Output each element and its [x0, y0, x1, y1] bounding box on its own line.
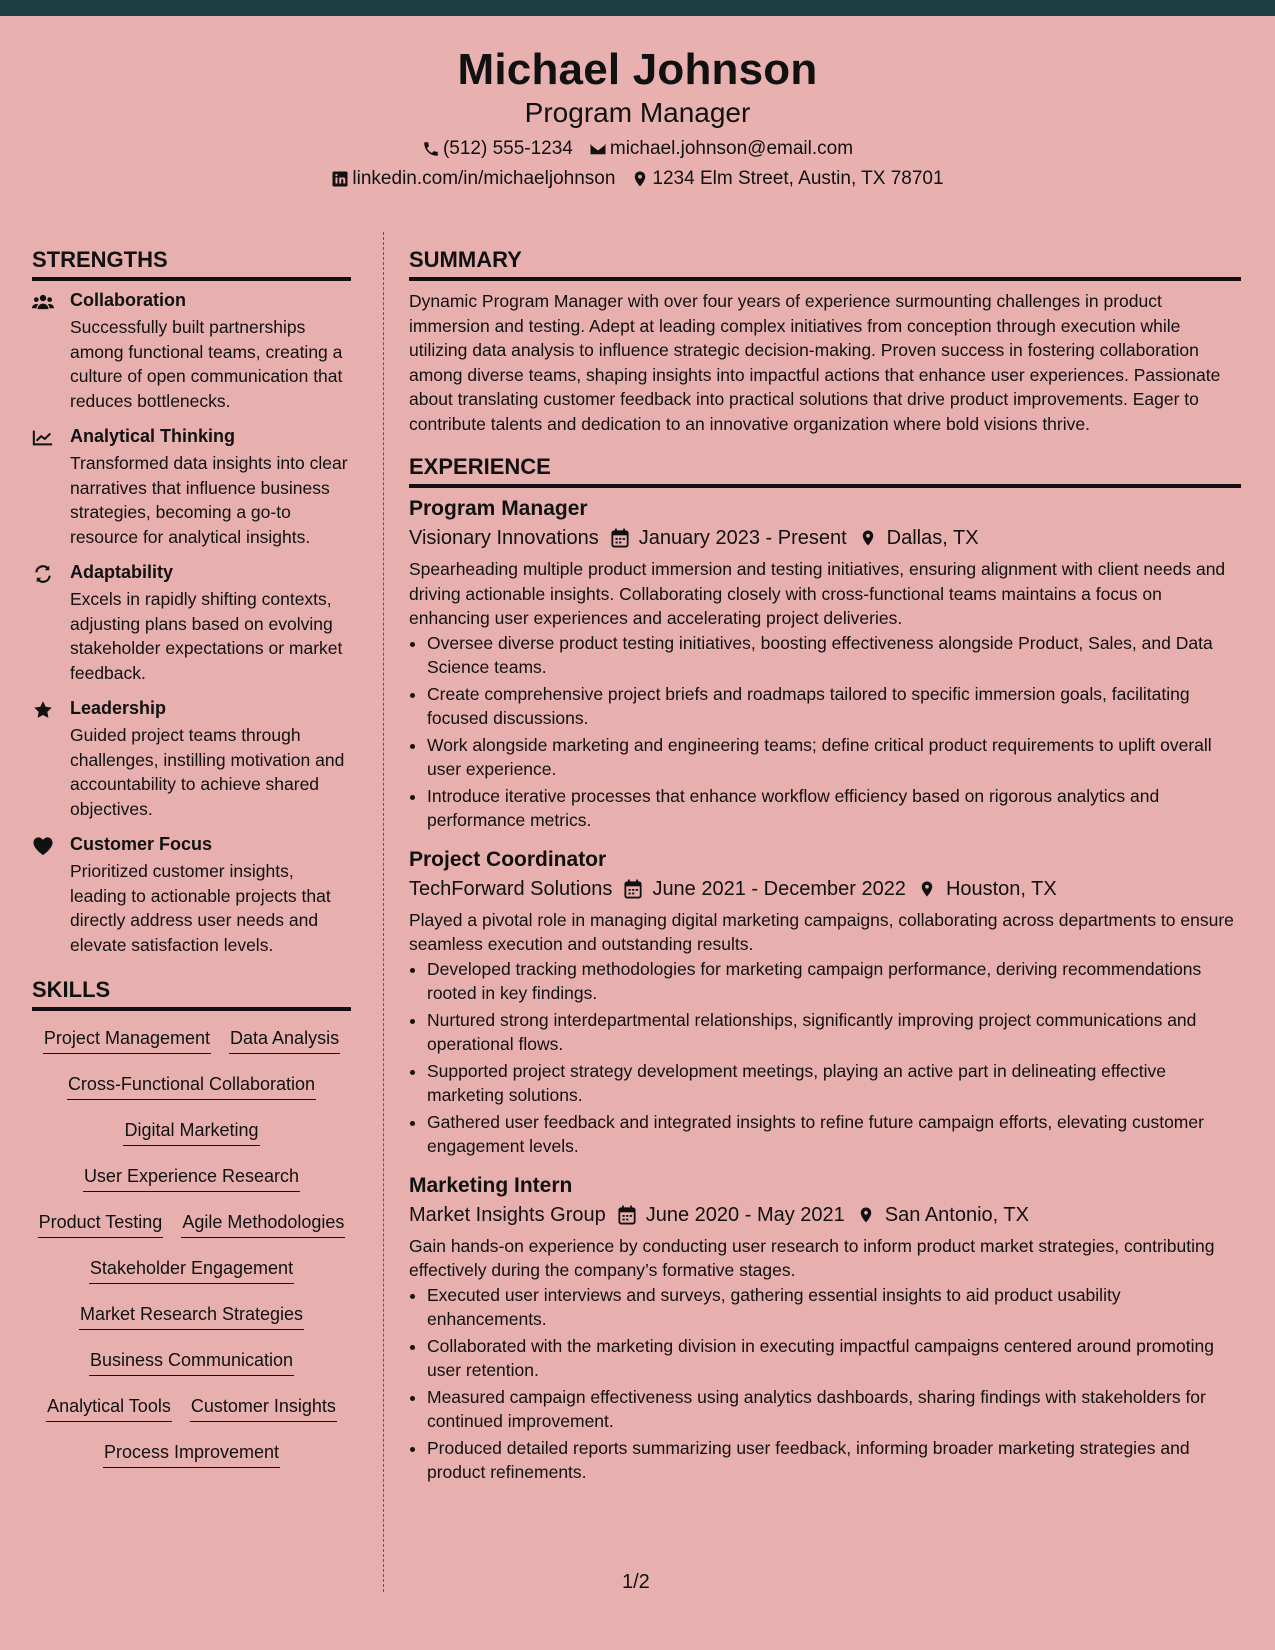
- job-bullet: • Work alongside marketing and engineering teams; define critical product requirements to uplift overall user experience.: [427, 733, 1241, 782]
- address-text: 1234 Elm Street, Austin, TX 78701: [652, 168, 944, 189]
- job-bullet: • Introduce iterative processes that enhance workflow efficiency based on rigorous analytics and performance metrics.: [427, 784, 1241, 833]
- linkedin-contact[interactable]: [331, 168, 615, 190]
- map-pin-icon: [631, 170, 649, 188]
- job-description: Played a pivotal role in managing digital marketing campaigns, collaborating across departments to ensure seamless execution and outstanding results.: [409, 909, 1234, 954]
- job-description: Gain hands-on experience by conducting user research to inform product market strategies, contributing effectively during the company’s formative stages.: [409, 1235, 1215, 1280]
- users-icon: [32, 292, 54, 312]
- strength-item: [32, 289, 351, 413]
- calendar-icon: [611, 528, 629, 548]
- strength-title: Customer Focus: [70, 834, 213, 854]
- address-contact: [631, 168, 943, 190]
- map-pin-icon: [857, 1205, 875, 1225]
- phone-contact: [422, 138, 573, 160]
- experience-heading: EXPERIENCE: [409, 452, 1241, 488]
- strength-title: Analytical Thinking: [70, 426, 236, 446]
- skill-tag: Product Testing: [38, 1211, 164, 1238]
- job-dates: June 2021 - December 2022: [652, 877, 906, 900]
- linkedin-icon: [331, 170, 349, 188]
- phone-icon: [422, 140, 440, 158]
- job-bullet: • Oversee diverse product testing initiatives, boosting effectiveness alongside Product, Sales, and Data Science teams.: [427, 631, 1241, 680]
- job-bullet: • Produced detailed reports summarizing user feedback, informing broader marketing strategies and product refinements.: [427, 1436, 1241, 1485]
- strength-desc: Prioritized customer insights, leading to actionable projects that directly address user needs and elevate satisfaction levels.: [70, 861, 331, 955]
- job-description: Spearheading multiple product immersion and testing initiatives, ensuring alignment with client needs and driving actionable insights. Collaborating closely with cross-functional teams maintains a focus on enhancing user experiences and accelerating project deliveries.: [409, 559, 1226, 628]
- job-location: Houston, TX: [945, 877, 1057, 900]
- job-company: Market Insights Group: [409, 1203, 606, 1226]
- skill-tag: Stakeholder Engagement: [89, 1257, 294, 1284]
- skill-tag: Business Communication: [89, 1349, 294, 1376]
- strength-item: [32, 833, 351, 957]
- job-dates: June 2020 - May 2021: [645, 1203, 845, 1226]
- job-bullets: [427, 631, 1241, 833]
- strength-desc: Excels in rapidly shifting contexts, adjusting plans based on evolving stakeholder expectations or market feedback.: [70, 589, 343, 683]
- email-text[interactable]: michael.johnson@email.com: [609, 138, 854, 159]
- left-column: [32, 245, 351, 1487]
- skill-tag: Data Analysis: [229, 1027, 340, 1054]
- resume-header: [0, 16, 1275, 204]
- heart-icon: [32, 836, 54, 856]
- job-dates: January 2023 - Present: [638, 527, 847, 549]
- job-location: Dallas, TX: [886, 527, 979, 549]
- strengths-heading: STRENGTHS: [32, 245, 351, 281]
- strength-desc: Guided project teams through challenges, instilling motivation and accountability to achieve shared objectives.: [70, 725, 345, 819]
- job-bullet: • Nurtured strong interdepartmental relationships, significantly improving project communications and operational flows.: [427, 1008, 1241, 1057]
- job-bullet: • Developed tracking methodologies for marketing campaign performance, deriving recommendations rooted in key findings.: [427, 957, 1241, 1006]
- job-bullet: • Collaborated with the marketing division in executing impactful campaigns centered around promoting user retention.: [427, 1334, 1241, 1383]
- right-column: [409, 245, 1241, 1499]
- email-contact[interactable]: [589, 138, 853, 160]
- strength-title: Adaptability: [70, 562, 174, 582]
- job-location: San Antonio, TX: [884, 1203, 1029, 1226]
- contact-row-1: [0, 138, 1275, 160]
- map-pin-icon: [918, 879, 936, 899]
- linkedin-text[interactable]: linkedin.com/in/michaeljohnson: [352, 168, 616, 189]
- job-title: Project Coordinator: [409, 847, 607, 871]
- strength-title: Leadership: [70, 698, 167, 718]
- skill-tag: Analytical Tools: [46, 1395, 172, 1422]
- calendar-icon: [618, 1205, 636, 1225]
- skill-tag: Process Improvement: [103, 1441, 280, 1468]
- column-divider: [383, 232, 384, 1592]
- candidate-role: Program Manager: [524, 97, 751, 128]
- skill-tag: Project Management: [43, 1027, 211, 1054]
- job-title: Program Manager: [409, 497, 588, 520]
- job-entry: [409, 1173, 1241, 1485]
- job-company: Visionary Innovations: [409, 527, 599, 549]
- top-color-bar: [0, 0, 1275, 16]
- contact-row-2: [0, 168, 1275, 190]
- job-company: TechForward Solutions: [409, 877, 613, 900]
- phone-text: (512) 555-1234: [442, 138, 573, 159]
- calendar-icon: [624, 879, 642, 899]
- skills-list: [32, 1027, 351, 1487]
- skill-tag: User Experience Research: [83, 1165, 300, 1192]
- page-number: 1/2: [622, 1571, 650, 1593]
- job-bullets: [427, 1283, 1241, 1485]
- job-title: Marketing Intern: [409, 1173, 573, 1197]
- skill-tag: Agile Methodologies: [181, 1211, 345, 1238]
- job-bullets: [427, 957, 1241, 1159]
- strength-item: [32, 561, 351, 685]
- strength-desc: Successfully built partnerships among functional teams, creating a culture of open communication that reduces bottlenecks.: [70, 317, 343, 411]
- star-icon: [32, 700, 54, 720]
- job-bullet: • Supported project strategy development meetings, playing an active part in delineating effective marketing solutions.: [427, 1059, 1241, 1108]
- chart-line-icon: [32, 428, 54, 448]
- strength-item: [32, 425, 351, 549]
- job-meta: [409, 876, 1241, 902]
- candidate-name: Michael Johnson: [457, 45, 818, 94]
- job-bullet: • Create comprehensive project briefs and roadmaps tailored to specific immersion goals, facilitating focused discussions.: [427, 682, 1241, 731]
- refresh-icon: [32, 564, 54, 584]
- job-bullet: • Measured campaign effectiveness using analytics dashboards, sharing findings with stakeholders for continued improvement.: [427, 1385, 1241, 1434]
- strength-title: Collaboration: [70, 290, 186, 310]
- job-meta: [409, 525, 1241, 551]
- skills-section: [32, 975, 351, 1487]
- strength-desc: Transformed data insights into clear narratives that influence business strategies, becoming a go-to resource for analytical insights.: [70, 453, 348, 547]
- envelope-icon: [589, 140, 607, 158]
- job-bullet: • Executed user interviews and surveys, gathering essential insights to aid product usability enhancements.: [427, 1283, 1241, 1332]
- job-bullet: • Gathered user feedback and integrated insights to refine future campaign efforts, elevating customer engagement levels.: [427, 1110, 1241, 1159]
- skill-tag: Cross-Functional Collaboration: [67, 1073, 316, 1100]
- summary-text: Dynamic Program Manager with over four years of experience surmounting challenges in product immersion and testing. Adept at leading complex initiatives from conception through execution while utilizing data analysis to influence strategic decision-making. Proven success in fostering collaboration among diverse teams, shaping insights into impactful actions that enhance user experiences. Passionate about translating customer feedback into practical solutions that drive product improvements. Eager to contribute talents and dedication to an innovative organization where bold visions thrive.: [409, 291, 1221, 434]
- job-entry: [409, 847, 1241, 1159]
- job-entry: [409, 496, 1241, 833]
- strength-item: [32, 697, 351, 821]
- skills-heading: SKILLS: [32, 975, 351, 1011]
- skill-tag: Digital Marketing: [123, 1119, 259, 1146]
- summary-heading: SUMMARY: [409, 245, 1241, 281]
- skill-tag: Market Research Strategies: [79, 1303, 304, 1330]
- job-meta: [409, 1202, 1241, 1228]
- map-pin-icon: [859, 528, 877, 548]
- skill-tag: Customer Insights: [190, 1395, 337, 1422]
